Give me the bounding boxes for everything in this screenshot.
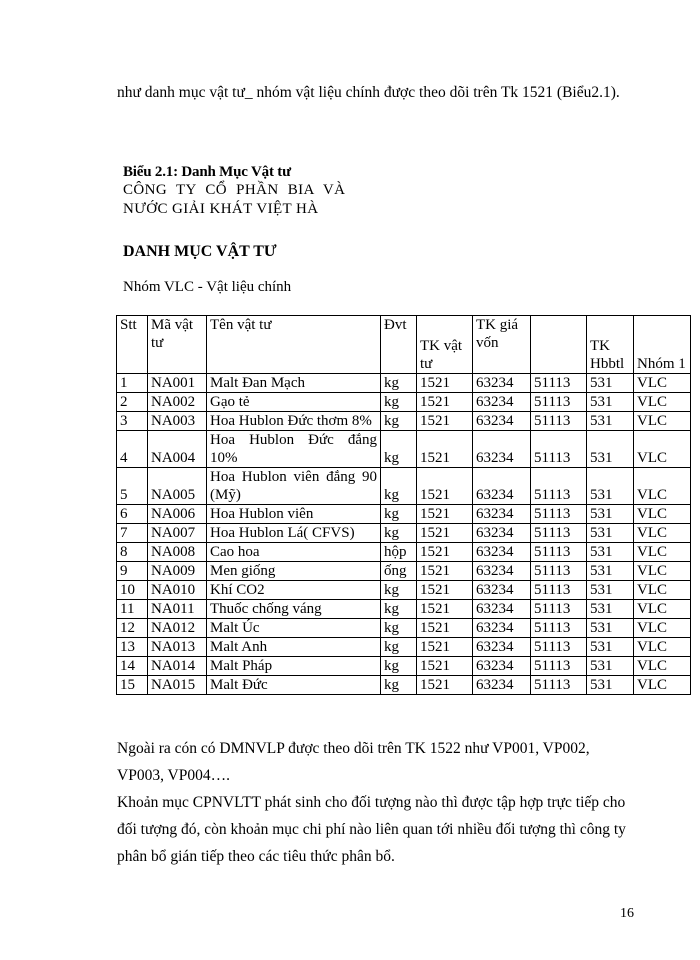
cell-tk-hbbtl: 531 bbox=[587, 505, 634, 524]
table-row bbox=[117, 412, 691, 431]
cell-code: NA005 bbox=[148, 468, 207, 505]
table-header-row bbox=[117, 316, 691, 374]
table-row bbox=[117, 543, 691, 562]
cell-stt: 7 bbox=[117, 524, 148, 543]
cell-tk-doanh-thu: 51113 bbox=[531, 412, 587, 431]
cell-unit: kg bbox=[381, 676, 417, 695]
cell-tk-gia-von: 63234 bbox=[473, 374, 531, 393]
cell-name: Men giống bbox=[207, 562, 381, 581]
cell-stt: 3 bbox=[117, 412, 148, 431]
cell-group: VLC bbox=[634, 524, 691, 543]
company-name-line2: NƯỚC GIẢI KHÁT VIỆT HÀ bbox=[123, 201, 319, 217]
cell-name: Malt Đan Mạch bbox=[207, 374, 381, 393]
cell-tk-hbbtl: 531 bbox=[587, 543, 634, 562]
cell-tk-doanh-thu: 51113 bbox=[531, 524, 587, 543]
cell-group: VLC bbox=[634, 374, 691, 393]
header-unit: Đvt bbox=[381, 316, 417, 374]
header-tk-gia-von: TK giá vốn bbox=[473, 316, 531, 374]
cell-tk-doanh-thu: 51113 bbox=[531, 374, 587, 393]
cell-stt: 11 bbox=[117, 600, 148, 619]
cell-name: Hoa Hublon Đức đắng 10% bbox=[207, 431, 381, 468]
cell-unit: kg bbox=[381, 581, 417, 600]
cell-code: NA015 bbox=[148, 676, 207, 695]
cell-unit: kg bbox=[381, 600, 417, 619]
table-row bbox=[117, 600, 691, 619]
cell-group: VLC bbox=[634, 562, 691, 581]
cell-tk-doanh-thu: 51113 bbox=[531, 505, 587, 524]
cell-tk-vat-tu: 1521 bbox=[417, 505, 473, 524]
cell-tk-vat-tu: 1521 bbox=[417, 657, 473, 676]
cell-tk-doanh-thu: 51113 bbox=[531, 638, 587, 657]
table-row bbox=[117, 431, 691, 468]
cell-tk-hbbtl: 531 bbox=[587, 619, 634, 638]
cell-tk-doanh-thu: 51113 bbox=[531, 676, 587, 695]
table-row bbox=[117, 562, 691, 581]
cell-name: Khí CO2 bbox=[207, 581, 381, 600]
cell-tk-gia-von: 63234 bbox=[473, 562, 531, 581]
header-tk-hbbtl: TK Hbbtl bbox=[587, 316, 634, 374]
cell-tk-gia-von: 63234 bbox=[473, 524, 531, 543]
table-row bbox=[117, 657, 691, 676]
cell-name: Cao hoa bbox=[207, 543, 381, 562]
cell-tk-vat-tu: 1521 bbox=[417, 600, 473, 619]
after-paragraph-1: Ngoài ra cón có DMNVLP được theo dõi trên TK 1522 như VP001, VP002, VP003, VP004…. bbox=[117, 740, 590, 784]
cell-tk-hbbtl: 531 bbox=[587, 638, 634, 657]
cell-tk-vat-tu: 1521 bbox=[417, 638, 473, 657]
cell-unit: hộp bbox=[381, 543, 417, 562]
header-nhom: Nhóm 1 bbox=[634, 316, 691, 374]
cell-unit: kg bbox=[381, 431, 417, 468]
cell-stt: 6 bbox=[117, 505, 148, 524]
cell-tk-hbbtl: 531 bbox=[587, 581, 634, 600]
cell-code: NA011 bbox=[148, 600, 207, 619]
cell-tk-vat-tu: 1521 bbox=[417, 543, 473, 562]
cell-tk-gia-von: 63234 bbox=[473, 638, 531, 657]
cell-name: Malt Anh bbox=[207, 638, 381, 657]
cell-tk-doanh-thu: 51113 bbox=[531, 431, 587, 468]
cell-tk-gia-von: 63234 bbox=[473, 581, 531, 600]
cell-tk-hbbtl: 531 bbox=[587, 468, 634, 505]
group-label: Nhóm VLC - Vật liệu chính bbox=[123, 279, 292, 295]
cell-tk-hbbtl: 531 bbox=[587, 657, 634, 676]
cell-stt: 13 bbox=[117, 638, 148, 657]
cell-tk-gia-von: 63234 bbox=[473, 393, 531, 412]
cell-name: Thuốc chống váng bbox=[207, 600, 381, 619]
cell-unit: kg bbox=[381, 638, 417, 657]
cell-tk-vat-tu: 1521 bbox=[417, 676, 473, 695]
company-name-line1: CÔNG TY CỔ PHẦN BIA VÀ bbox=[123, 182, 346, 198]
page-number: 16 bbox=[620, 906, 634, 921]
cell-stt: 15 bbox=[117, 676, 148, 695]
header-name: Tên vật tư bbox=[207, 316, 381, 374]
list-heading: DANH MỤC VẬT TƯ bbox=[123, 243, 277, 260]
cell-code: NA009 bbox=[148, 562, 207, 581]
cell-name: Hoa Hublon viên bbox=[207, 505, 381, 524]
cell-group: VLC bbox=[634, 638, 691, 657]
intro-paragraph: như danh mục vật tư_ nhóm vật liệu chính được theo dõi trên Tk 1521 (Biểu2.1). bbox=[117, 84, 620, 101]
cell-tk-vat-tu: 1521 bbox=[417, 393, 473, 412]
cell-name: Gạo tẻ bbox=[207, 393, 381, 412]
table-row bbox=[117, 393, 691, 412]
cell-tk-vat-tu: 1521 bbox=[417, 581, 473, 600]
cell-tk-vat-tu: 1521 bbox=[417, 562, 473, 581]
table-row bbox=[117, 524, 691, 543]
cell-tk-vat-tu: 1521 bbox=[417, 524, 473, 543]
cell-tk-hbbtl: 531 bbox=[587, 562, 634, 581]
table-row bbox=[117, 638, 691, 657]
cell-tk-hbbtl: 531 bbox=[587, 600, 634, 619]
table-row bbox=[117, 505, 691, 524]
cell-name: Hoa Hublon Đức thơm 8% bbox=[207, 412, 381, 431]
cell-unit: kg bbox=[381, 468, 417, 505]
cell-stt: 14 bbox=[117, 657, 148, 676]
cell-tk-hbbtl: 531 bbox=[587, 431, 634, 468]
cell-tk-vat-tu: 1521 bbox=[417, 468, 473, 505]
table-row bbox=[117, 581, 691, 600]
cell-group: VLC bbox=[634, 393, 691, 412]
cell-tk-gia-von: 63234 bbox=[473, 619, 531, 638]
cell-tk-gia-von: 63234 bbox=[473, 676, 531, 695]
header-stt: Stt bbox=[117, 316, 148, 374]
cell-tk-vat-tu: 1521 bbox=[417, 431, 473, 468]
cell-unit: kg bbox=[381, 412, 417, 431]
cell-tk-doanh-thu: 51113 bbox=[531, 468, 587, 505]
cell-tk-gia-von: 63234 bbox=[473, 600, 531, 619]
cell-code: NA008 bbox=[148, 543, 207, 562]
cell-tk-doanh-thu: 51113 bbox=[531, 619, 587, 638]
cell-tk-hbbtl: 531 bbox=[587, 374, 634, 393]
cell-unit: kg bbox=[381, 657, 417, 676]
cell-name: Hoa Hublon Lá( CFVS) bbox=[207, 524, 381, 543]
cell-unit: kg bbox=[381, 393, 417, 412]
cell-tk-vat-tu: 1521 bbox=[417, 374, 473, 393]
cell-group: VLC bbox=[634, 505, 691, 524]
cell-unit: ống bbox=[381, 562, 417, 581]
cell-code: NA002 bbox=[148, 393, 207, 412]
cell-stt: 10 bbox=[117, 581, 148, 600]
table-row bbox=[117, 468, 691, 505]
cell-name: Malt Đức bbox=[207, 676, 381, 695]
cell-code: NA001 bbox=[148, 374, 207, 393]
cell-code: NA006 bbox=[148, 505, 207, 524]
cell-group: VLC bbox=[634, 543, 691, 562]
cell-stt: 9 bbox=[117, 562, 148, 581]
cell-group: VLC bbox=[634, 676, 691, 695]
table-row bbox=[117, 374, 691, 393]
cell-unit: kg bbox=[381, 374, 417, 393]
cell-tk-gia-von: 63234 bbox=[473, 657, 531, 676]
after-text bbox=[117, 735, 637, 870]
cell-tk-doanh-thu: 51113 bbox=[531, 657, 587, 676]
cell-tk-gia-von: 63234 bbox=[473, 543, 531, 562]
cell-unit: kg bbox=[381, 505, 417, 524]
header-col7 bbox=[531, 316, 587, 374]
cell-tk-hbbtl: 531 bbox=[587, 393, 634, 412]
cell-stt: 8 bbox=[117, 543, 148, 562]
cell-tk-vat-tu: 1521 bbox=[417, 412, 473, 431]
cell-tk-doanh-thu: 51113 bbox=[531, 543, 587, 562]
cell-code: NA007 bbox=[148, 524, 207, 543]
materials-table bbox=[116, 315, 691, 695]
cell-tk-hbbtl: 531 bbox=[587, 676, 634, 695]
cell-tk-gia-von: 63234 bbox=[473, 431, 531, 468]
cell-tk-vat-tu: 1521 bbox=[417, 619, 473, 638]
cell-stt: 4 bbox=[117, 431, 148, 468]
after-paragraph-2: Khoản mục CPNVLTT phát sinh cho đối tượng nào thì được tập hợp trực tiếp cho đối tượng đó, còn khoản mục chi phí nào liên quan tới nhiều đối tượng thì công ty phân bổ gián tiếp theo các tiêu thức phân bổ. bbox=[117, 794, 626, 865]
cell-name: Hoa Hublon viên đắng 90 (Mỹ) bbox=[207, 468, 381, 505]
cell-code: NA003 bbox=[148, 412, 207, 431]
cell-code: NA004 bbox=[148, 431, 207, 468]
cell-tk-hbbtl: 531 bbox=[587, 524, 634, 543]
cell-group: VLC bbox=[634, 657, 691, 676]
cell-code: NA010 bbox=[148, 581, 207, 600]
table-row bbox=[117, 676, 691, 695]
cell-tk-doanh-thu: 51113 bbox=[531, 600, 587, 619]
cell-group: VLC bbox=[634, 581, 691, 600]
header-tk-vat-tu: TK vật tư bbox=[417, 316, 473, 374]
cell-tk-doanh-thu: 51113 bbox=[531, 562, 587, 581]
cell-group: VLC bbox=[634, 619, 691, 638]
cell-unit: kg bbox=[381, 619, 417, 638]
cell-group: VLC bbox=[634, 468, 691, 505]
cell-name: Malt Pháp bbox=[207, 657, 381, 676]
cell-code: NA014 bbox=[148, 657, 207, 676]
cell-code: NA013 bbox=[148, 638, 207, 657]
cell-group: VLC bbox=[634, 431, 691, 468]
cell-tk-gia-von: 63234 bbox=[473, 505, 531, 524]
cell-group: VLC bbox=[634, 412, 691, 431]
figure-title: Biểu 2.1: Danh Mục Vật tư bbox=[123, 164, 291, 180]
cell-tk-gia-von: 63234 bbox=[473, 412, 531, 431]
cell-stt: 5 bbox=[117, 468, 148, 505]
cell-tk-doanh-thu: 51113 bbox=[531, 581, 587, 600]
table-row bbox=[117, 619, 691, 638]
cell-stt: 12 bbox=[117, 619, 148, 638]
cell-stt: 2 bbox=[117, 393, 148, 412]
cell-group: VLC bbox=[634, 600, 691, 619]
cell-unit: kg bbox=[381, 524, 417, 543]
cell-stt: 1 bbox=[117, 374, 148, 393]
cell-tk-gia-von: 63234 bbox=[473, 468, 531, 505]
cell-tk-doanh-thu: 51113 bbox=[531, 393, 587, 412]
cell-name: Malt Úc bbox=[207, 619, 381, 638]
cell-tk-hbbtl: 531 bbox=[587, 412, 634, 431]
cell-code: NA012 bbox=[148, 619, 207, 638]
header-code: Mã vật tư bbox=[148, 316, 207, 374]
